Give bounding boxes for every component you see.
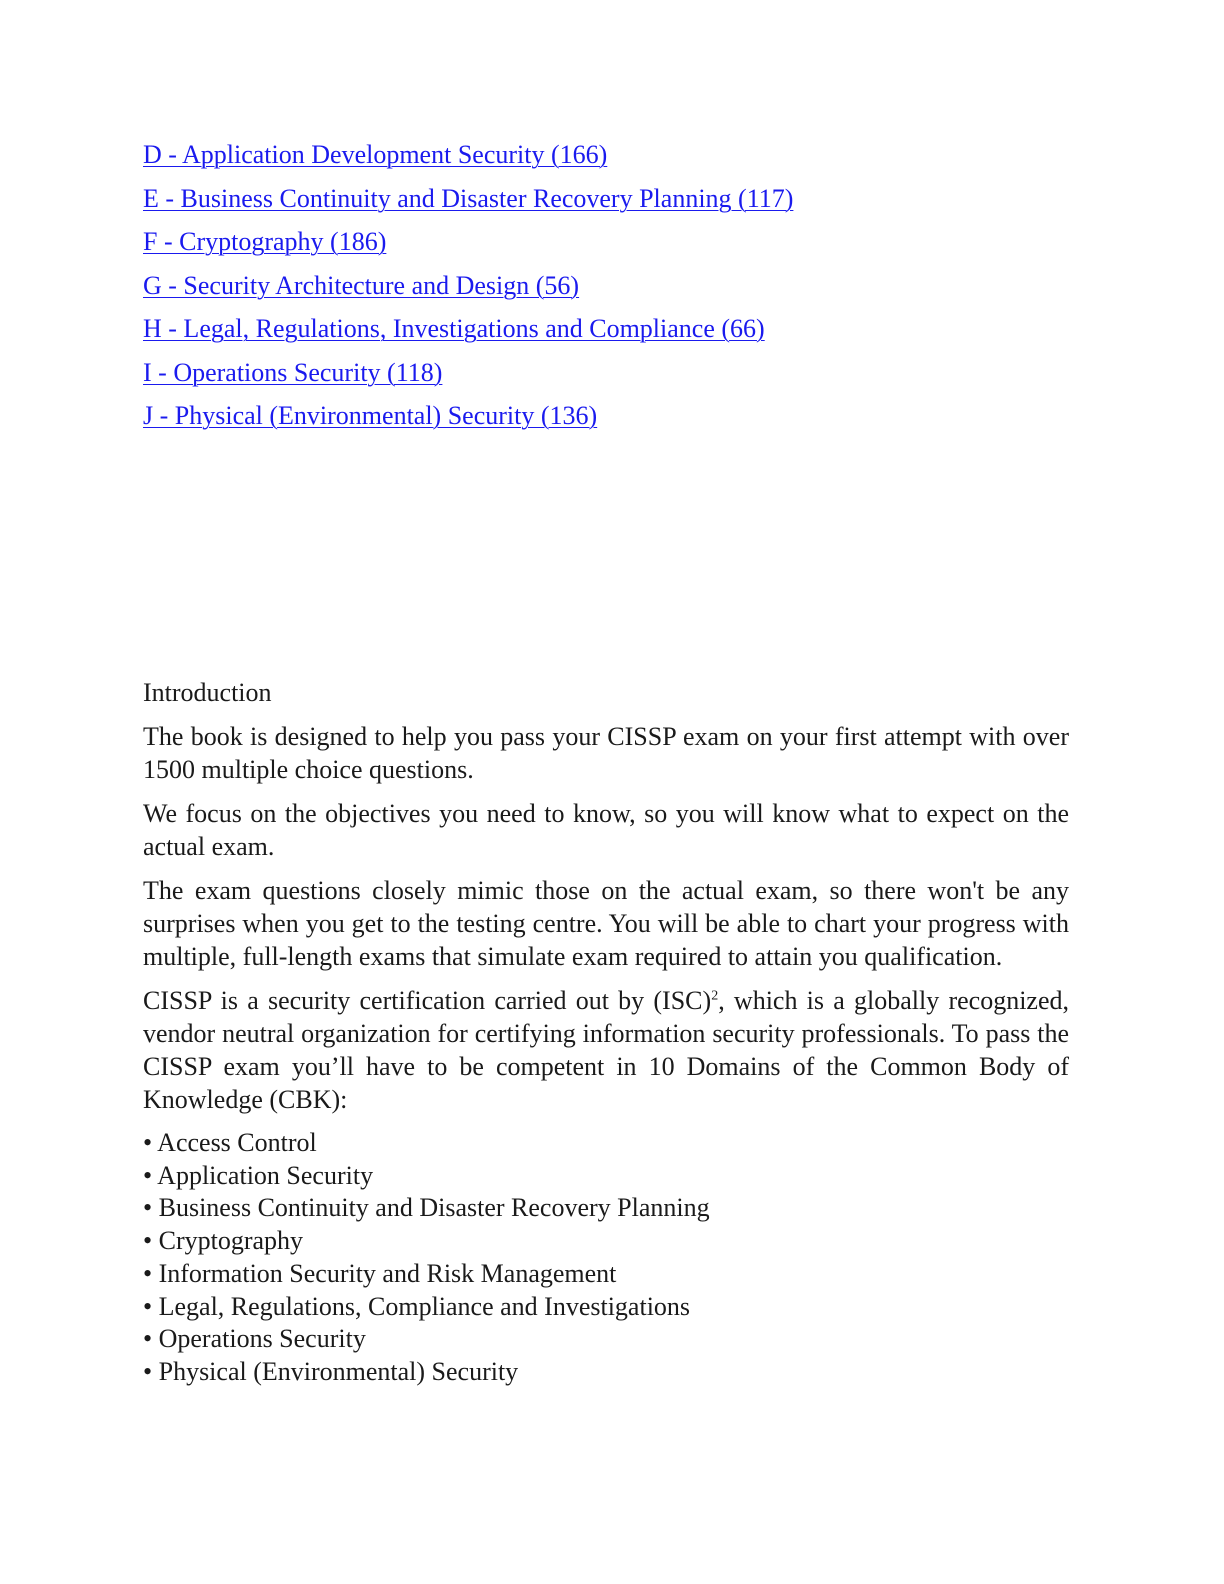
toc-entry [143, 140, 1069, 170]
list-item: • Physical (Environmental) Security [143, 1356, 519, 1386]
toc-entry [143, 271, 1069, 301]
introduction-section [143, 677, 1069, 1389]
intro-paragraph-2: We focus on the objectives you need to know, so you will know what to expect on the actual exam. [143, 799, 1069, 861]
toc-entry [143, 358, 1069, 388]
intro-paragraph-1: The book is designed to help you pass your CISSP exam on your first attempt with over 1500 multiple choice questions. [143, 722, 1069, 784]
table-of-contents [143, 140, 1069, 431]
superscript-two: 2 [711, 988, 719, 1004]
list-item: • Access Control [143, 1128, 317, 1157]
toc-link-application-development-security[interactable]: D - Application Development Security (166) [143, 140, 608, 169]
toc-link-security-architecture[interactable]: G - Security Architecture and Design (56) [143, 270, 580, 300]
list-item: • Information Security and Risk Management [143, 1258, 617, 1288]
toc-entry [143, 184, 1069, 214]
list-item: • Application Security [143, 1160, 374, 1190]
list-item: • Business Continuity and Disaster Recovery Planning [143, 1193, 710, 1223]
intro-paragraph-4 [143, 984, 1069, 1116]
list-item: • Operations Security [143, 1324, 366, 1354]
toc-entry [143, 227, 1069, 257]
intro-paragraph-4-end: , which is a globally recognized, vendor neutral organization for certifying information security professionals. To pass the CISSP exam you’ll have to be competent in 10 Domains of the Common Body of Knowledge (CBK): [143, 986, 1069, 1114]
toc-link-operations-security[interactable]: I - Operations Security (118) [143, 357, 443, 387]
toc-entry [143, 401, 1069, 431]
intro-paragraph-4-start: CISSP is a security certification carried out by (ISC) [143, 986, 712, 1015]
toc-entry [143, 314, 1069, 344]
intro-paragraph-3: The exam questions closely mimic those on the actual exam, so there won't be any surprises when you get to the testing centre. You will be able to chart your progress with multiple, full-length exams that simulate exam required to attain you qualification. [143, 876, 1069, 971]
toc-link-physical-security[interactable]: J - Physical (Environmental) Security (136) [143, 401, 598, 430]
list-item: • Legal, Regulations, Compliance and Investigations [143, 1291, 691, 1321]
toc-link-cryptography[interactable]: F - Cryptography (186) [143, 227, 387, 256]
toc-link-business-continuity[interactable]: E - Business Continuity and Disaster Recovery Planning (117) [143, 183, 794, 213]
list-item: • Cryptography [143, 1226, 304, 1256]
introduction-heading: Introduction [143, 678, 272, 707]
toc-link-legal-regulations[interactable]: H - Legal, Regulations, Investigations and Compliance (66) [143, 314, 765, 343]
cbk-domain-list [143, 1127, 1069, 1389]
document-page [143, 140, 1069, 1386]
